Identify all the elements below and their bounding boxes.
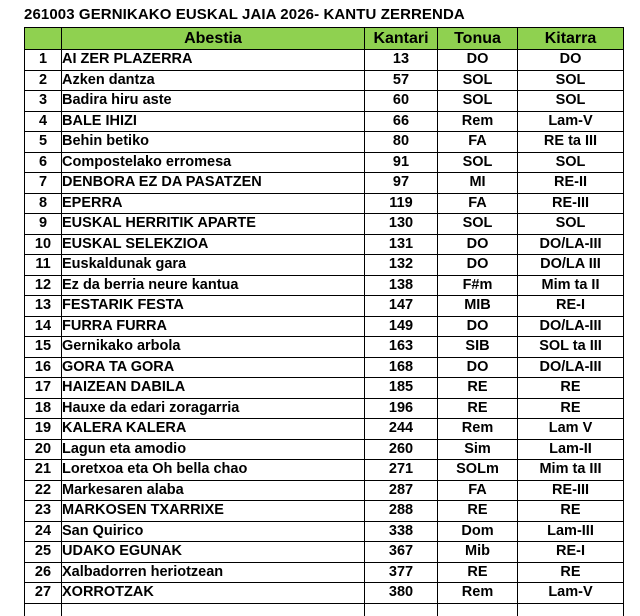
- cell-key: RE: [438, 378, 518, 399]
- cell-song-title: Ez da berria neure kantua: [62, 275, 365, 296]
- cell-guitar: Mim ta II: [518, 275, 624, 296]
- table-row: [25, 439, 624, 460]
- cell-songbook-number: 163: [365, 337, 438, 358]
- cell-song-title: MARKOSEN TXARRIXE: [62, 501, 365, 522]
- cell-number: 19: [25, 419, 62, 440]
- table-row: [25, 214, 624, 235]
- cell-guitar: SOL ta III: [518, 337, 624, 358]
- cell-guitar: DO/LA-III: [518, 316, 624, 337]
- cell-guitar: RE: [518, 501, 624, 522]
- table-row: [25, 542, 624, 563]
- cell-key: SOL: [438, 152, 518, 173]
- cell-songbook-number: 287: [365, 480, 438, 501]
- cell-guitar: SOL: [518, 70, 624, 91]
- cell-key: Rem: [438, 419, 518, 440]
- cell-number: 27: [25, 583, 62, 604]
- cell-number: 18: [25, 398, 62, 419]
- cell-song-title: Euskaldunak gara: [62, 255, 365, 276]
- cell-key: FA: [438, 132, 518, 153]
- cell-song-title: HAIZEAN DABILA: [62, 378, 365, 399]
- cell-number: 4: [25, 111, 62, 132]
- cell-number: 22: [25, 480, 62, 501]
- cell-song-title: DENBORA EZ DA PASATZEN: [62, 173, 365, 194]
- cell-key: SOL: [438, 70, 518, 91]
- cell-guitar: RE: [518, 378, 624, 399]
- table-row: [25, 296, 624, 317]
- cell-songbook-number: 377: [365, 562, 438, 583]
- cell-song-title: FURRA FURRA: [62, 316, 365, 337]
- cell-songbook-number: 244: [365, 419, 438, 440]
- cell-guitar: Lam-II: [518, 439, 624, 460]
- cell-key: MIB: [438, 296, 518, 317]
- table-row: [25, 378, 624, 399]
- table-row: [25, 316, 624, 337]
- cell-song-title: Compostelako erromesa: [62, 152, 365, 173]
- cell-key: F#m: [438, 275, 518, 296]
- cell-key: DO: [438, 255, 518, 276]
- cell-song-title: AI ZER PLAZERRA: [62, 50, 365, 71]
- cell-songbook-number: 132: [365, 255, 438, 276]
- cell-song-title: Loretxoa eta Oh bella chao: [62, 460, 365, 481]
- cell-songbook-number: 260: [365, 439, 438, 460]
- cell-guitar: Lam V: [518, 419, 624, 440]
- cell-number: 9: [25, 214, 62, 235]
- table-row: [25, 398, 624, 419]
- cell-song-title: Lagun eta amodio: [62, 439, 365, 460]
- cell-guitar: Lam-V: [518, 111, 624, 132]
- cell-guitar: RE-I: [518, 296, 624, 317]
- cell-songbook-number: 130: [365, 214, 438, 235]
- cell-number: 15: [25, 337, 62, 358]
- cell-guitar: Lam-III: [518, 521, 624, 542]
- cell-guitar: DO: [518, 50, 624, 71]
- cell-number: 5: [25, 132, 62, 153]
- cell-guitar: DO/LA-III: [518, 234, 624, 255]
- header-key: Tonua: [438, 28, 518, 50]
- table-row: [25, 193, 624, 214]
- cell-song-title: Gernikako arbola: [62, 337, 365, 358]
- cell-song-title: Markesaren alaba: [62, 480, 365, 501]
- cell-songbook-number: 57: [365, 70, 438, 91]
- cell-key: MI: [438, 173, 518, 194]
- table-row: [25, 234, 624, 255]
- cell-songbook-number: 80: [365, 132, 438, 153]
- cell-guitar: RE: [518, 398, 624, 419]
- cell-number: 8: [25, 193, 62, 214]
- cell-songbook-number: 138: [365, 275, 438, 296]
- cell-songbook-number: 91: [365, 152, 438, 173]
- cell-guitar: DO/LA III: [518, 255, 624, 276]
- cell-number: 16: [25, 357, 62, 378]
- table-body: [25, 50, 624, 616]
- cell-key: SOLm: [438, 460, 518, 481]
- cell-key: Mib: [438, 542, 518, 563]
- table-row: [25, 275, 624, 296]
- cell-guitar: Mim ta III: [518, 460, 624, 481]
- cell-number: 7: [25, 173, 62, 194]
- cell-guitar: RE-II: [518, 173, 624, 194]
- cell-key: RE: [438, 562, 518, 583]
- cell-songbook-number: 119: [365, 193, 438, 214]
- header-song: Abestia: [62, 28, 365, 50]
- cell-songbook-number: 97: [365, 173, 438, 194]
- song-list-table: [24, 27, 624, 616]
- cell-number: 14: [25, 316, 62, 337]
- cell-song-title: XORROTZAK: [62, 583, 365, 604]
- table-header-row: [25, 28, 624, 50]
- cell-key: FA: [438, 193, 518, 214]
- table-row: [25, 173, 624, 194]
- cell-key: SOL: [438, 91, 518, 112]
- table-row: [25, 460, 624, 481]
- cell-number: 10: [25, 234, 62, 255]
- cell-key: Rem: [438, 111, 518, 132]
- cell-key: DO: [438, 50, 518, 71]
- cell-song-title: San Quirico: [62, 521, 365, 542]
- cell-guitar: SOL: [518, 214, 624, 235]
- cell-songbook-number: 168: [365, 357, 438, 378]
- cell-song-title: EUSKAL SELEKZIOA: [62, 234, 365, 255]
- table-row-empty: [25, 603, 624, 616]
- cell-number: 17: [25, 378, 62, 399]
- cell-number: 2: [25, 70, 62, 91]
- cell-number: 13: [25, 296, 62, 317]
- cell-songbook-number: 147: [365, 296, 438, 317]
- cell-number: 23: [25, 501, 62, 522]
- cell-song-title: EPERRA: [62, 193, 365, 214]
- cell-empty: [365, 603, 438, 616]
- cell-empty: [25, 603, 62, 616]
- cell-song-title: Behin betiko: [62, 132, 365, 153]
- cell-guitar: RE-III: [518, 193, 624, 214]
- table-row: [25, 337, 624, 358]
- table-row: [25, 521, 624, 542]
- table-row: [25, 501, 624, 522]
- cell-key: Sim: [438, 439, 518, 460]
- cell-empty: [438, 603, 518, 616]
- cell-songbook-number: 149: [365, 316, 438, 337]
- cell-key: FA: [438, 480, 518, 501]
- cell-guitar: SOL: [518, 91, 624, 112]
- table-row: [25, 132, 624, 153]
- cell-song-title: Azken dantza: [62, 70, 365, 91]
- cell-song-title: GORA TA GORA: [62, 357, 365, 378]
- cell-song-title: EUSKAL HERRITIK APARTE: [62, 214, 365, 235]
- cell-guitar: RE-III: [518, 480, 624, 501]
- cell-songbook-number: 131: [365, 234, 438, 255]
- cell-songbook-number: 66: [365, 111, 438, 132]
- cell-guitar: RE-I: [518, 542, 624, 563]
- cell-key: Dom: [438, 521, 518, 542]
- cell-empty: [62, 603, 365, 616]
- table-row: [25, 255, 624, 276]
- cell-guitar: SOL: [518, 152, 624, 173]
- cell-song-title: UDAKO EGUNAK: [62, 542, 365, 563]
- table-row: [25, 480, 624, 501]
- cell-key: DO: [438, 316, 518, 337]
- cell-song-title: Xalbadorren heriotzean: [62, 562, 365, 583]
- table-row: [25, 419, 624, 440]
- table-row: [25, 357, 624, 378]
- cell-number: 11: [25, 255, 62, 276]
- table-row: [25, 152, 624, 173]
- cell-songbook-number: 185: [365, 378, 438, 399]
- cell-guitar: RE: [518, 562, 624, 583]
- cell-number: 25: [25, 542, 62, 563]
- cell-songbook-number: 13: [365, 50, 438, 71]
- cell-songbook-number: 271: [365, 460, 438, 481]
- table-row: [25, 111, 624, 132]
- cell-songbook-number: 60: [365, 91, 438, 112]
- cell-song-title: KALERA KALERA: [62, 419, 365, 440]
- cell-guitar: DO/LA-III: [518, 357, 624, 378]
- cell-song-title: FESTARIK FESTA: [62, 296, 365, 317]
- cell-songbook-number: 288: [365, 501, 438, 522]
- header-guitar: Kitarra: [518, 28, 624, 50]
- cell-number: 24: [25, 521, 62, 542]
- document-title: 261003 GERNIKAKO EUSKAL JAIA 2026- KANTU ZERRENDA: [24, 6, 465, 23]
- table-row: [25, 562, 624, 583]
- header-songbook: Kantari: [365, 28, 438, 50]
- cell-guitar: RE ta III: [518, 132, 624, 153]
- cell-key: RE: [438, 501, 518, 522]
- table-row: [25, 583, 624, 604]
- table-row: [25, 50, 624, 71]
- cell-song-title: Badira hiru aste: [62, 91, 365, 112]
- cell-number: 21: [25, 460, 62, 481]
- cell-key: DO: [438, 357, 518, 378]
- cell-songbook-number: 380: [365, 583, 438, 604]
- cell-songbook-number: 196: [365, 398, 438, 419]
- cell-key: SIB: [438, 337, 518, 358]
- cell-key: SOL: [438, 214, 518, 235]
- cell-key: DO: [438, 234, 518, 255]
- cell-number: 6: [25, 152, 62, 173]
- cell-number: 26: [25, 562, 62, 583]
- cell-number: 20: [25, 439, 62, 460]
- header-number: [25, 28, 62, 50]
- cell-key: Rem: [438, 583, 518, 604]
- cell-number: 3: [25, 91, 62, 112]
- cell-song-title: BALE IHIZI: [62, 111, 365, 132]
- cell-songbook-number: 367: [365, 542, 438, 563]
- cell-empty: [518, 603, 624, 616]
- cell-song-title: Hauxe da edari zoragarria: [62, 398, 365, 419]
- cell-number: 1: [25, 50, 62, 71]
- cell-key: RE: [438, 398, 518, 419]
- cell-guitar: Lam-V: [518, 583, 624, 604]
- cell-songbook-number: 338: [365, 521, 438, 542]
- cell-number: 12: [25, 275, 62, 296]
- table-row: [25, 70, 624, 91]
- table-row: [25, 91, 624, 112]
